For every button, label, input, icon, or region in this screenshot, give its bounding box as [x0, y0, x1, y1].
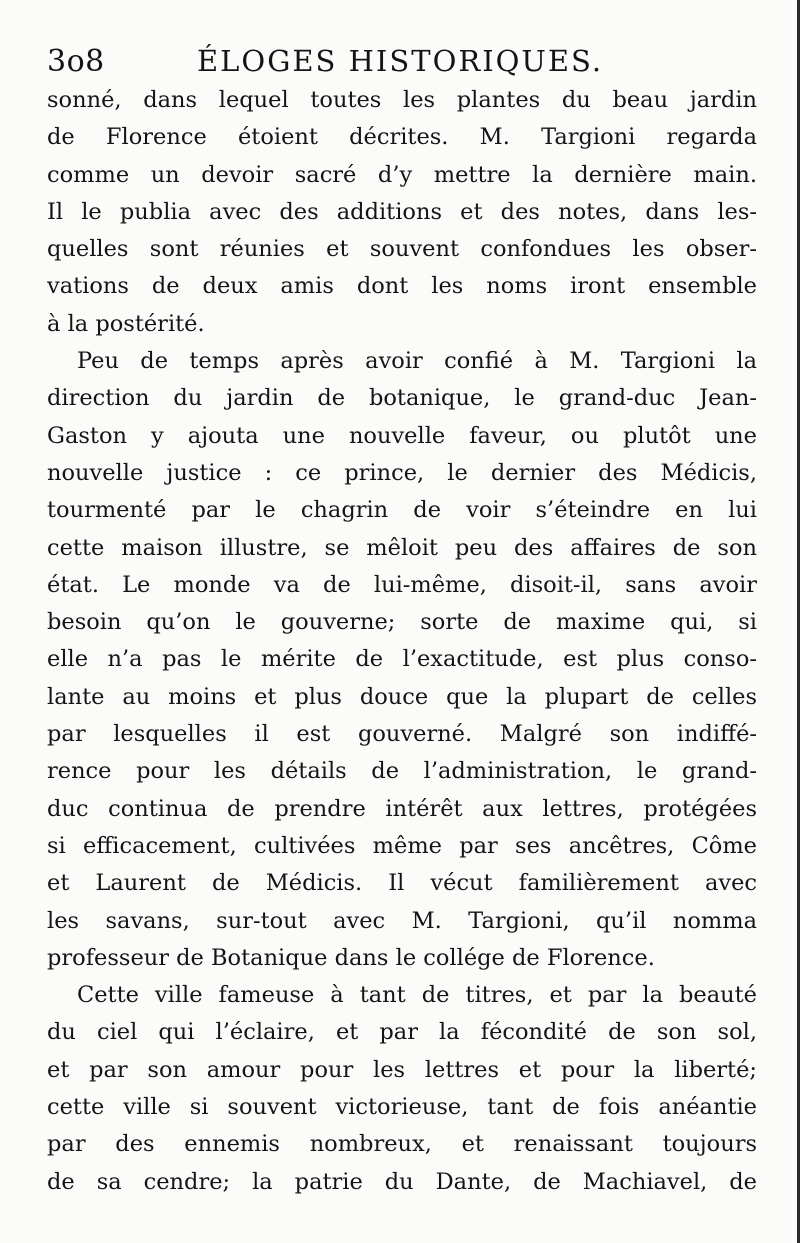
page-number: 3o8 [47, 44, 105, 79]
text-line: de sa cendre; la patrie du Dante, de Machiavel, de [47, 1168, 757, 1195]
text-line: et Laurent de Médicis. Il vécut familièrement avec [47, 870, 757, 897]
text-line: du ciel qui l’éclaire, et par la fécondité de son sol, [47, 1019, 757, 1046]
text-line: par lesquelles il est gouverné. Malgré son indiffé- [47, 721, 757, 748]
paragraph-start-line: Cette ville fameuse à tant de titres, et par la beauté [77, 982, 757, 1009]
text-line: par des ennemis nombreux, et renaissant toujours [47, 1131, 757, 1158]
text-line: duc continua de prendre intérêt aux lettres, protégées [47, 795, 757, 822]
paragraph-end-line: à la postérité. [47, 310, 205, 337]
text-line: lante au moins et plus douce que la plupart de celles [47, 683, 757, 710]
text-line: elle n’a pas le mérite de l’exactitude, est plus conso- [47, 646, 757, 673]
paragraph-start-line: Peu de temps après avoir confié à M. Targioni la [77, 348, 757, 375]
text-line: rence pour les détails de l’administration, le grand- [47, 758, 757, 785]
text-line: Gaston y ajouta une nouvelle faveur, ou plutôt une [47, 422, 757, 449]
text-line: tourmenté par le chagrin de voir s’éteindre en lui [47, 497, 757, 524]
running-title: ÉLOGES HISTORIQUES. [197, 44, 604, 78]
paragraph-end-line: professeur de Botanique dans le collége de Florence. [47, 944, 655, 971]
text-line: état. Le monde va de lui-même, disoit-il, sans avoir [47, 571, 757, 598]
text-line: et par son amour pour les lettres et pour la liberté; [47, 1056, 757, 1083]
text-line: Il le publia avec des additions et des notes, dans les- [47, 198, 757, 225]
text-line: vations de deux amis dont les noms iront ensemble [47, 273, 757, 300]
text-line: comme un devoir sacré d’y mettre la dernière main. [47, 161, 757, 188]
text-line: direction du jardin de botanique, le grand-duc Jean- [47, 385, 757, 412]
text-line: besoin qu’on le gouverne; sorte de maxime qui, si [47, 609, 757, 636]
body-text [47, 82, 757, 1201]
text-line: nouvelle justice : ce prince, le dernier des Médicis, [47, 459, 757, 486]
text-line: cette maison illustre, se mêloit peu des affaires de son [47, 534, 757, 561]
text-line: quelles sont réunies et souvent confondues les obser- [47, 236, 757, 263]
text-line: de Florence étoient décrites. M. Targioni regarda [47, 124, 757, 151]
text-line: sonné, dans lequel toutes les plantes du beau jardin [47, 87, 757, 113]
text-line: les savans, sur-tout avec M. Targioni, qu’il nomma [47, 907, 757, 934]
text-line: si efficacement, cultivées même par ses ancêtres, Côme [47, 832, 757, 859]
text-line: cette ville si souvent victorieuse, tant de fois anéantie [47, 1094, 757, 1121]
